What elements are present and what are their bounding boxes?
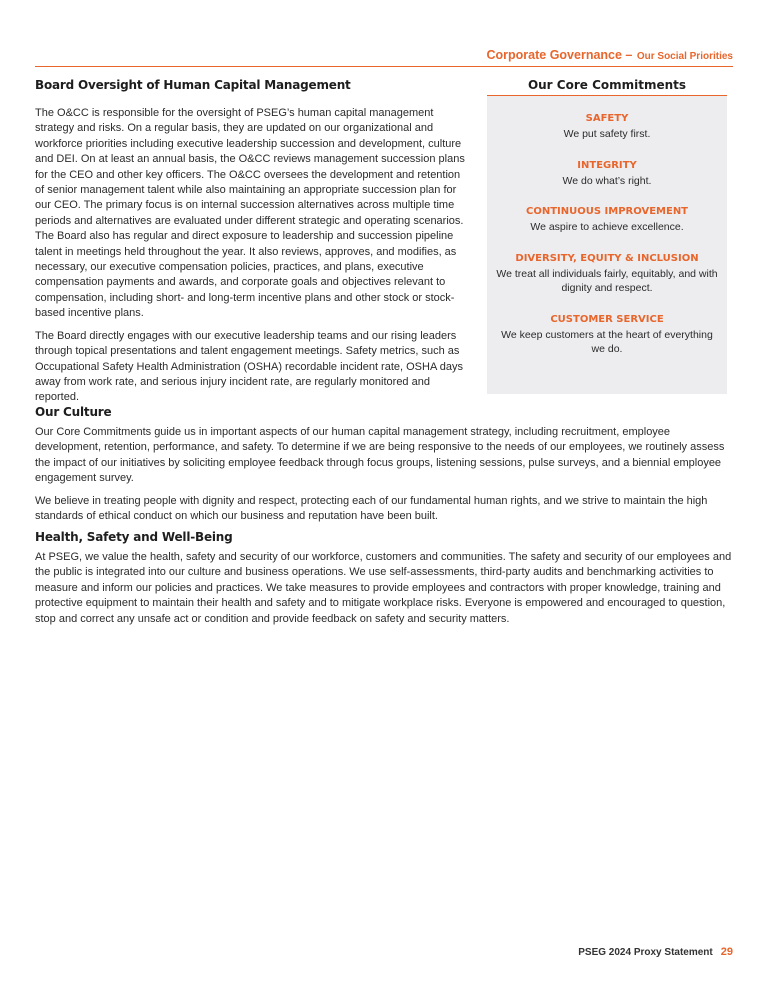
commitment-name: DIVERSITY, EQUITY & INCLUSION [515, 252, 699, 264]
board-oversight-para-2: The Board directly engages with our executive leadership teams and our rising leaders through topical presentations and talent engagement meetings. Safety metrics, such as Occupational Safety Health Administration (OSHA) recordable incident rate, OSHA days away from work rate, and serious injury incident rate, are regularly monitored and reported. [35, 329, 463, 404]
commitment-name: CONTINUOUS IMPROVEMENT [525, 206, 689, 217]
board-oversight-title: Board Oversight of Human Capital Management [35, 78, 351, 92]
commitment-desc: We put safety first. [563, 128, 651, 140]
commitment-name: CUSTOMER SERVICE [550, 313, 664, 325]
commitment-customer-service [495, 314, 719, 357]
our-culture-title: Our Culture [35, 405, 112, 419]
page-header [35, 46, 733, 67]
commitment-name: INTEGRITY [577, 159, 637, 171]
health-safety-title: Health, Safety and Well-Being [35, 530, 233, 544]
commitment-integrity [495, 160, 719, 189]
page-number: 29 [720, 946, 733, 958]
commitment-desc: We treat all individuals fairly, equitably, and with dignity and respect. [496, 267, 718, 294]
commitment-desc: We aspire to achieve excellence. [530, 221, 684, 233]
commitment-desc: We keep customers at the heart of everything we do. [501, 328, 713, 355]
footer-doc-title: PSEG 2024 Proxy Statement [578, 947, 713, 958]
core-commitments-title: Our Core Commitments [487, 78, 727, 96]
core-commitments-list [487, 96, 727, 394]
header-subsection: Our Social Priorities [636, 51, 733, 62]
commitment-desc: We do what’s right. [562, 174, 652, 187]
commitment-continuous-improvement [495, 206, 719, 235]
health-safety-section [35, 530, 733, 634]
our-culture-para-1: Our Core Commitments guide us in important aspects of our human capital management strategy, including recruitment, employee development, retention, performance, and safety. To determine if we are being responsive to the needs of our employees, we routinely assess the impact of our initiatives by soliciting employee feedback through focus groups, listening sessions, pulse surveys, and a biennial employee engagement survey. [35, 426, 725, 485]
health-safety-para-1: At PSEG, we value the health, safety and security of our workforce, customers and communities. The safety and security of our employees and the public is integrated into our culture and business operations. We use self-assessments, third-party audits and benchmarking activities to measure and inform our policies and practices. We take measures to provide employees and contractors with proper knowledge, training and protective equipment to maintain their health and safety and to mitigate workplace risks. Everyone is empowered and encouraged to question, stop and correct any unsafe act or condition and provide feedback on safety and security matters. [35, 551, 732, 625]
header-section: Corporate Governance – [486, 48, 633, 62]
commitment-safety [495, 113, 719, 142]
core-commitments-box [487, 78, 727, 394]
board-oversight-para-1: The O&CC is responsible for the oversight of PSEG’s human capital management strategy and risks. On a regular basis, they are updated on our organizational and workforce priorities including executive leadership succession and development, culture and DEI. On at least an annual basis, the O&CC reviews management succession plans for the CEO and other key officers. The O&CC oversees the development and retention of senior management talent while also maintaining an appropriate succession plan for our CEO. The primary focus is on internal succession alternatives across multiple time periods and alternatives are evaluated under different strategic and operating scenarios. The Board also has regular and direct exposure to leadership and succession pipeline talent in meetings held throughout the year. It also reviews, approves, and modifies, as necessary, our executive compensation policies, practices, and plans, executive compensation payments and awards, and corporate goals and objectives relevant to compensation, including short- and long-term incentive plans and other stock or stock-based incentive plans. [35, 107, 465, 320]
commitment-name: SAFETY [585, 113, 629, 124]
commitment-dei [495, 253, 719, 296]
our-culture-section [35, 405, 733, 531]
our-culture-para-2: We believe in treating people with dignity and respect, protecting each of our fundamental human rights, and we strive to maintain the high standards of ethical conduct on which our business and reputation have been built. [35, 494, 708, 523]
board-oversight-section [35, 78, 467, 413]
page-footer [578, 946, 733, 958]
